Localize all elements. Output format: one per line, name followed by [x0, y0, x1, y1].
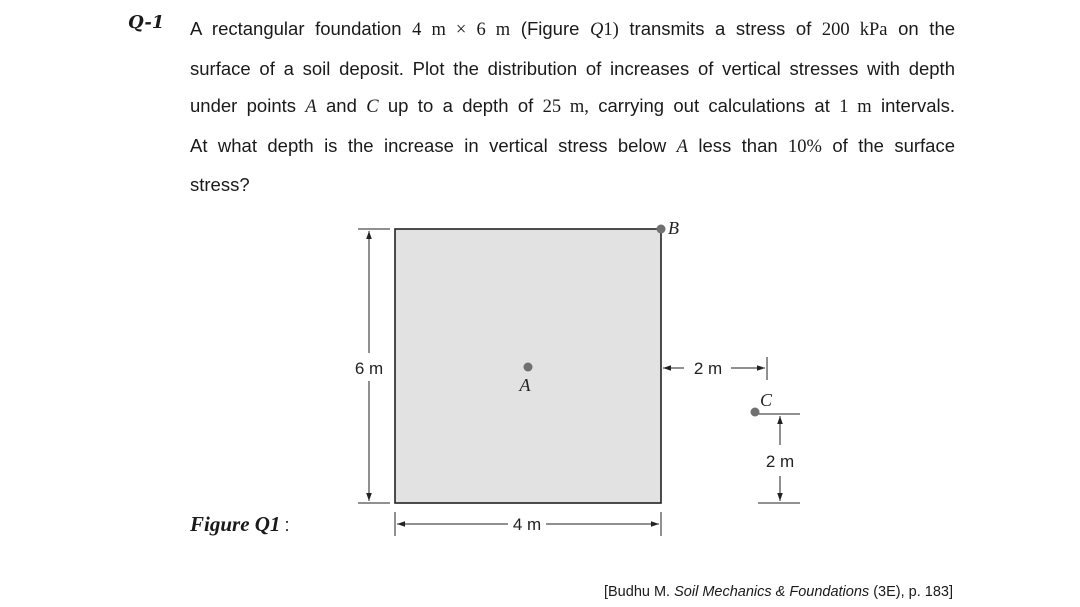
point-a-marker — [524, 363, 533, 372]
question-number: Q-1 — [128, 12, 165, 33]
width-label: 4 m — [512, 515, 542, 534]
question-line-5: stress? — [190, 174, 250, 195]
question-line-2: surface of a soil deposit. Plot the distribution of increases of vertical stresses with depth — [190, 57, 955, 79]
question-line-3: under points A and C up to a depth of 25 m, carrying out calculations at 1 m intervals. — [190, 95, 956, 117]
c-depth-dimension — [758, 414, 800, 503]
point-c-label: C — [760, 390, 773, 410]
point-a-label: A — [519, 375, 531, 395]
width-dimension — [395, 512, 661, 536]
height-label: 6 m — [354, 359, 384, 378]
point-b-label: B — [668, 218, 679, 238]
citation: [Budhu M. Soil Mechanics & Foundations (3E), p. 183] — [603, 584, 953, 600]
height-dimension — [355, 229, 390, 503]
offset-dimension — [663, 357, 767, 380]
question-line-1: A rectangular foundation 4 m × 6 m (Figure Q1) transmits a stress of 200 kPa on the — [190, 18, 956, 40]
point-b-marker — [657, 225, 666, 234]
figure-label: Figure Q1 : — [190, 512, 290, 536]
offset-label: 2 m — [693, 359, 723, 378]
point-c-marker — [751, 408, 760, 417]
question-line-4: At what depth is the increase in vertical stress below A less than 10% of the surface — [190, 134, 956, 157]
c-depth-label: 2 m — [765, 452, 795, 471]
